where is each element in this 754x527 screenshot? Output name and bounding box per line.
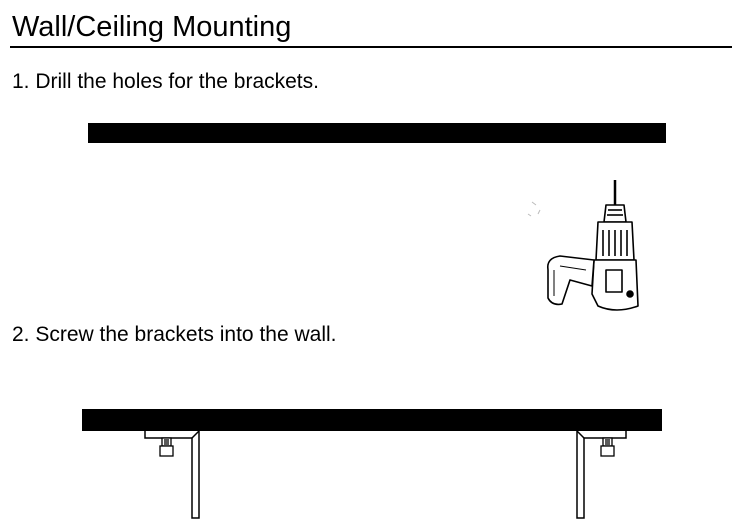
- wall-bar: [82, 409, 662, 431]
- title-divider: [10, 46, 732, 48]
- power-drill-icon: [528, 180, 638, 310]
- screw-icon: [601, 438, 614, 456]
- brackets-illustration: [0, 400, 754, 527]
- screw-icon: [160, 438, 173, 456]
- wall-bar: [88, 123, 666, 143]
- page-title: Wall/Ceiling Mounting: [12, 11, 292, 43]
- drill-illustration: [0, 110, 754, 320]
- mounting-bracket-icon: [145, 431, 199, 518]
- mounting-bracket-icon: [577, 431, 626, 518]
- step-1-text: 1. Drill the holes for the brackets.: [12, 70, 319, 93]
- step-2-text: 2. Screw the brackets into the wall.: [12, 323, 337, 346]
